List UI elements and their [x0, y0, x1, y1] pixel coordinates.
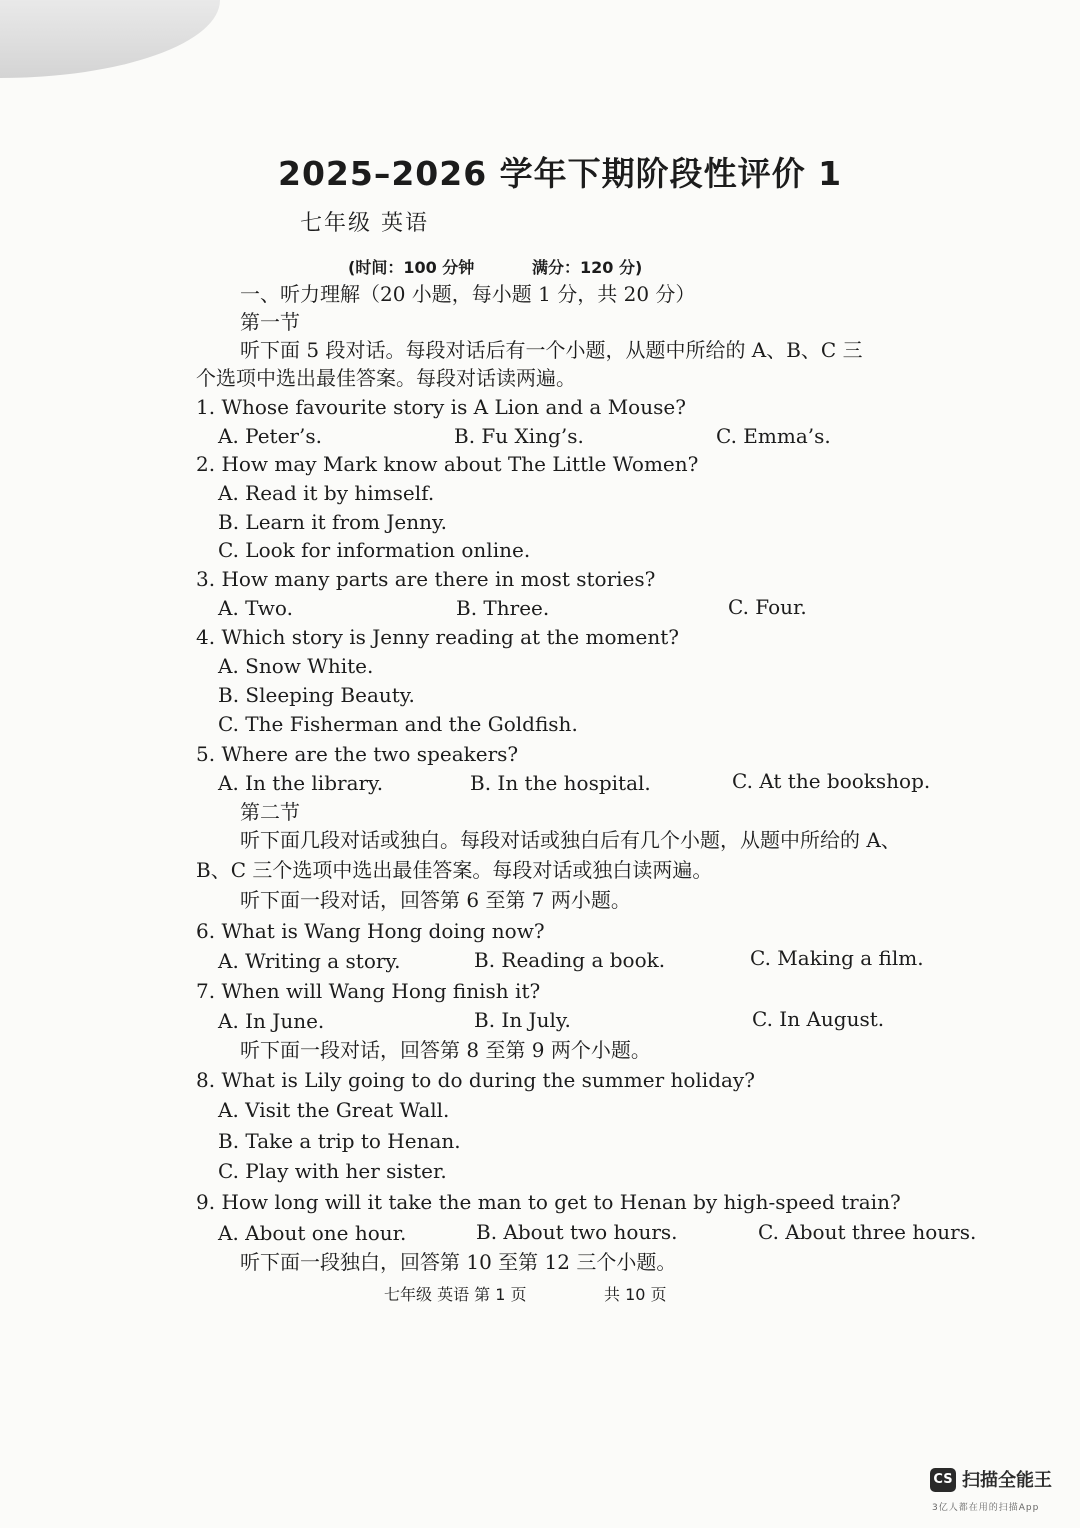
q5-option-a: A. In the library. [218, 771, 384, 795]
question-1: 1. Whose favourite story is A Lion and a Mouse? [196, 395, 686, 419]
q7-option-a: A. In June. [218, 1009, 325, 1033]
q9-option-b: B. About two hours. [476, 1220, 678, 1244]
q5-option-b: B. In the hospital. [470, 771, 651, 795]
question-5: 5. Where are the two speakers? [196, 742, 519, 766]
q4-option-b: B. Sleeping Beauty. [218, 683, 415, 707]
q8-option-c: C. Play with her sister. [218, 1159, 447, 1183]
q1-option-a: A. Peter’s. [218, 424, 322, 448]
section-2-heading: 第二节 [240, 800, 300, 824]
note-questions-10-12: 听下面一段独白，回答第 10 至第 12 三个小题。 [240, 1250, 677, 1274]
footer-page-info: 七年级 英语 第 1 页 [384, 1285, 527, 1304]
q1-option-b: B. Fu Xing’s. [454, 424, 584, 448]
q5-option-c: C. At the bookshop. [732, 769, 931, 793]
q3-option-c: C. Four. [728, 595, 807, 619]
q3-option-a: A. Two. [218, 596, 293, 620]
q2-option-c: C. Look for information online. [218, 538, 531, 562]
question-6: 6. What is Wang Hong doing now? [196, 919, 545, 943]
question-3: 3. How many parts are there in most stories? [196, 567, 656, 591]
note-questions-6-7: 听下面一段对话，回答第 6 至第 7 两小题。 [240, 888, 631, 912]
question-2: 2. How may Mark know about The Little Women? [196, 452, 699, 476]
exam-score: 满分：120 分) [532, 258, 643, 277]
camscanner-logo-icon: CS [930, 1468, 956, 1492]
section-1-instructions-2: 个选项中选出最佳答案。每段对话读两遍。 [196, 366, 576, 390]
q9-option-a: A. About one hour. [218, 1221, 407, 1245]
part-1-heading: 一、听力理解（20 小题，每小题 1 分，共 20 分） [240, 282, 696, 306]
q9-option-c: C. About three hours. [758, 1220, 977, 1244]
q1-option-c: C. Emma’s. [716, 424, 831, 448]
q8-option-a: A. Visit the Great Wall. [218, 1098, 450, 1122]
note-questions-8-9: 听下面一段对话，回答第 8 至第 9 两个小题。 [240, 1038, 651, 1062]
watermark-slogan: 3亿人都在用的扫描App [932, 1503, 1040, 1513]
exam-time: (时间：100 分钟 [348, 258, 475, 277]
question-8: 8. What is Lily going to do during the summer holiday? [196, 1068, 755, 1092]
q4-option-c: C. The Fisherman and the Goldfish. [218, 712, 578, 736]
page-title: 2025–2026 学年下期阶段性评价 1 [278, 154, 843, 193]
section-1-instructions-1: 听下面 5 段对话。每段对话后有一个小题，从题中所给的 A、B、C 三 [240, 338, 863, 362]
section-2-instructions-2: B、C 三个选项中选出最佳答案。每段对话或独白读两遍。 [196, 858, 713, 882]
question-4: 4. Which story is Jenny reading at the moment? [196, 625, 679, 649]
q6-option-a: A. Writing a story. [218, 949, 401, 973]
section-2-instructions-1: 听下面几段对话或独白。每段对话或独白后有几个小题，从题中所给的 A、 [240, 828, 901, 852]
q3-option-b: B. Three. [456, 596, 550, 620]
q8-option-b: B. Take a trip to Henan. [218, 1129, 461, 1153]
footer-total-pages: 共 10 页 [604, 1285, 667, 1304]
q2-option-a: A. Read it by himself. [218, 481, 435, 505]
q6-option-c: C. Making a film. [750, 946, 924, 970]
q6-option-b: B. Reading a book. [474, 948, 666, 972]
q4-option-a: A. Snow White. [218, 654, 374, 678]
q2-option-b: B. Learn it from Jenny. [218, 510, 447, 534]
question-9: 9. How long will it take the man to get to Henan by high-speed train? [196, 1190, 901, 1214]
q7-option-c: C. In August. [752, 1007, 885, 1031]
watermark-app-name: 扫描全能王 [962, 1470, 1052, 1491]
question-7: 7. When will Wang Hong finish it? [196, 979, 541, 1003]
section-1-heading: 第一节 [240, 310, 300, 334]
subject-label: 七年级 英语 [300, 211, 429, 236]
q7-option-b: B. In July. [474, 1008, 571, 1032]
